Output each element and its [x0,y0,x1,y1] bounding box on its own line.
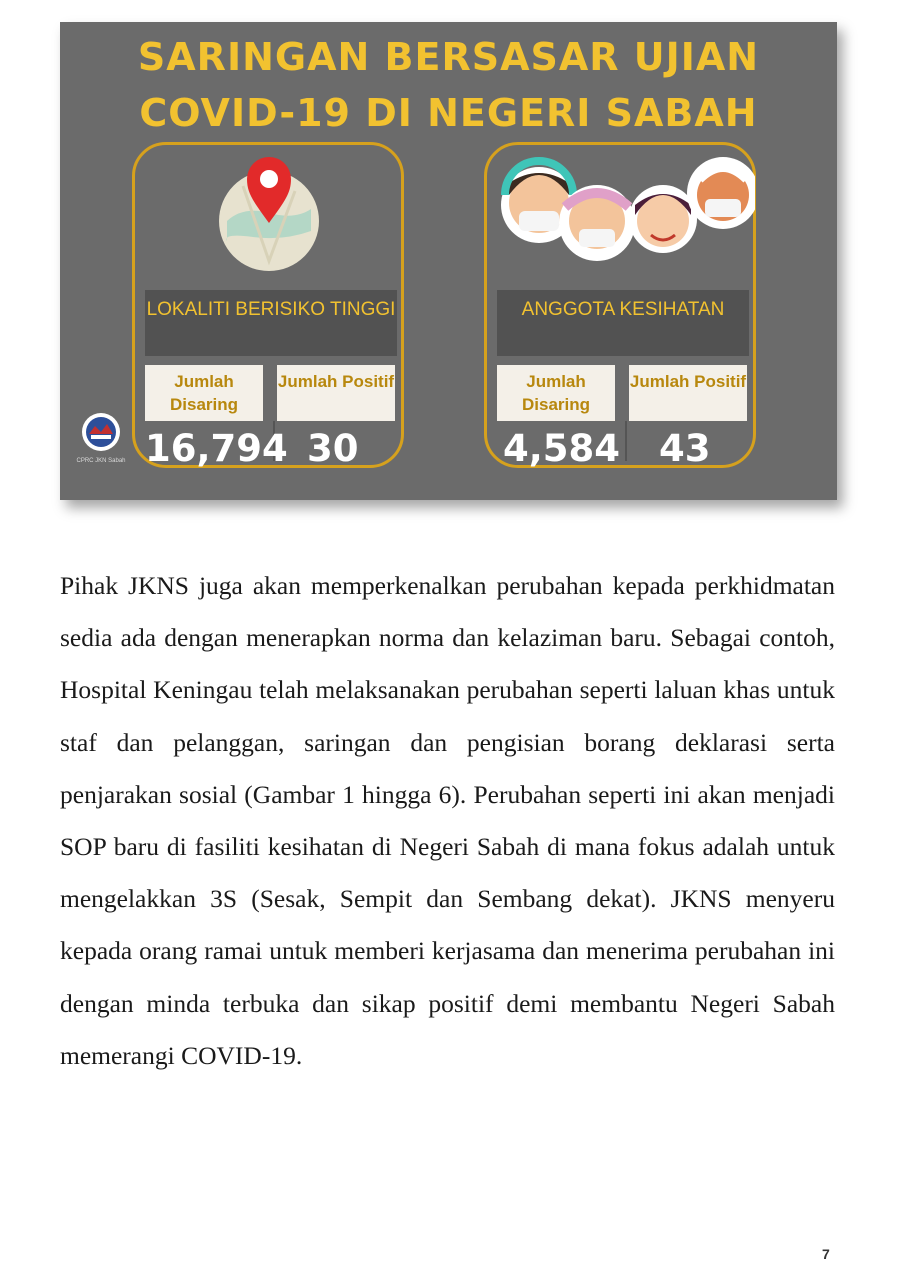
health-workers-icon [495,135,755,265]
page-number: 7 [822,1246,830,1262]
panel-label-high-risk: LOKALITI BERISIKO TINGGI [145,290,397,356]
cprc-seal [74,412,128,465]
label-positive-total: Jumlah Positif [629,365,747,421]
map-pin-icon [213,151,325,275]
label-positive-total: Jumlah Positif [277,365,395,421]
seal-label: CPRC JKN Sabah [76,458,126,464]
label-screened-total: Jumlah Disaring [145,365,263,421]
covid-screening-infographic [60,22,837,500]
column-divider [625,421,627,461]
value-positive-total: 43 [659,427,711,470]
panel-health-staff [484,142,756,468]
body-paragraph: Pihak JKNS juga akan memperkenalkan perubahan kepada perkhidmatan sedia ada dengan menerapkan norma dan kelaziman baru. Sebagai contoh, Hospital Keningau telah melaksanakan perubahan seperti laluan khas untuk staf dan pelanggan, saringan dan pengisian borang deklarasi serta penjarakan sosial (Gambar 1 hingga 6). Perubahan seperti ini akan menjadi SOP baru di fasiliti kesihatan di Negeri Sabah di mana fokus adalah untuk mengelakkan 3S (Sesak, Sempit dan Sembang dekat). JKNS menyeru kepada orang ramai untuk memberi kerjasama dan menerima perubahan ini dengan minda terbuka dan sikap positif demi membantu Negeri Sabah memerangi COVID-19. [60,571,835,1070]
value-positive-total: 30 [307,427,359,470]
label-screened-total: Jumlah Disaring [497,365,615,421]
panel-high-risk-localities [132,142,404,468]
value-screened-total: 4,584 [503,427,621,470]
infographic-title-line1: SARINGAN BERSASAR UJIAN [137,35,760,79]
value-screened-total: 16,794 [145,427,288,470]
seal-logo-icon [81,412,121,452]
panel-label-health-staff: ANGGOTA KESIHATAN [497,290,749,356]
infographic-title-line2: COVID-19 DI NEGERI SABAH [139,91,758,135]
